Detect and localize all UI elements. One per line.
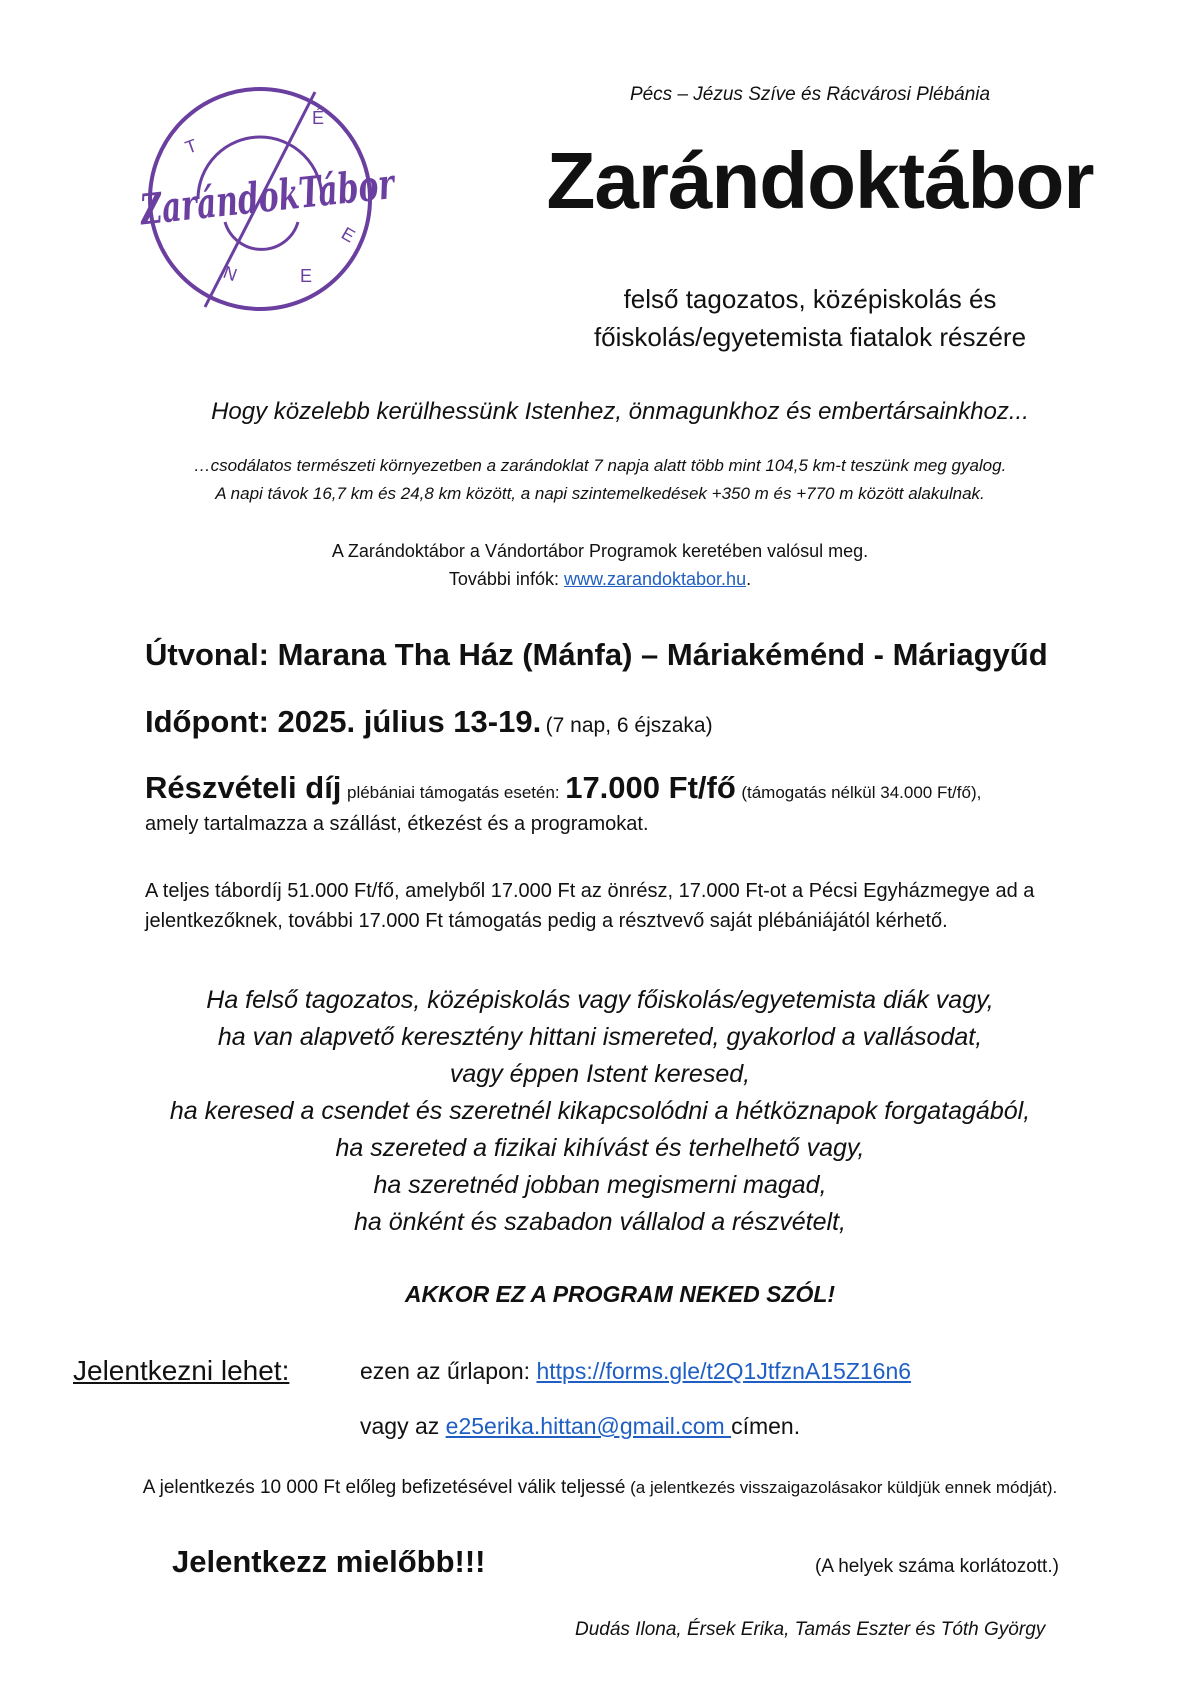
email-prefix: vagy az	[360, 1413, 446, 1439]
compass-logo-icon	[130, 72, 405, 327]
fee-amount: 17.000 Ft/fő	[565, 770, 736, 805]
fee-includes: amely tartalmazza a szállást, étkezést és a programokat.	[145, 813, 649, 835]
deposit-main: A jelentkezés 10 000 Ft előleg befizetésével válik teljessé	[142, 1477, 626, 1498]
poem-line: ha önként és szabadon vállalod a részvételt,	[354, 1208, 846, 1236]
hurry-heading: Jelentkezz mielőbb!!!	[172, 1544, 486, 1579]
poem-line: ha keresed a csendet és szeretnél kikapcsolódni a hétköznapok forgatagából,	[169, 1097, 1031, 1125]
invitation-poem	[0, 982, 1200, 1241]
zarandoktabor-logo	[130, 72, 405, 327]
nature-description	[0, 452, 1200, 508]
form-link[interactable]: https://forms.gle/t2Q1JtfznA15Z16n6	[536, 1358, 912, 1384]
callout: AKKOR EZ A PROGRAM NEKED SZÓL!	[404, 1281, 836, 1307]
parish-name: Pécs – Jézus Szíve és Rácvárosi Plébánia	[629, 84, 991, 105]
application-email-line	[360, 1413, 800, 1440]
poem-line: ha szereted a fizikai kihívást és terhelhető vagy,	[335, 1134, 865, 1162]
date-label: Időpont: 2025. július 13-19.	[145, 704, 542, 739]
date-note: (7 nap, 6 éjszaka)	[545, 714, 713, 737]
deposit-info	[0, 1477, 1200, 1499]
poem-line: ha van alapvető keresztény hittani ismereted, gyakorlod a vallásodat,	[217, 1023, 983, 1051]
route: Útvonal: Marana Tha Ház (Mánfa) – Máriakéménd - Máriagyűd	[145, 637, 1048, 672]
svg-text:E: E	[300, 266, 313, 286]
poem-line: ha szeretnéd jobban megismerni magad,	[373, 1171, 827, 1199]
signature: Dudás Ilona, Érsek Erika, Tamás Eszter és Tóth György	[575, 1619, 1046, 1640]
framework-text: A Zarándoktábor a Vándortábor Programok keretében valósul meg.	[331, 541, 869, 561]
fee-line	[145, 770, 1145, 811]
poem-line: Ha felső tagozatos, középiskolás vagy főiskolás/egyetemista diák vagy,	[206, 986, 994, 1014]
form-text: ezen az űrlapon:	[360, 1358, 537, 1384]
fee-full: (támogatás nélkül 34.000 Ft/fő),	[741, 783, 982, 802]
svg-text:N: N	[220, 261, 240, 286]
deposit-note: (a jelentkezés visszaigazolásakor küldjük ennek módját).	[625, 1478, 1058, 1497]
logo-compass-top-label: É	[312, 108, 325, 128]
total-line-1: A teljes tábordíj 51.000 Ft/fő, amelyből 17.000 Ft az önrész, 17.000 Ft-ot a Pécsi Egyházmegye ad a	[145, 880, 1035, 902]
framework-info	[0, 537, 1200, 593]
motto: Hogy közelebb kerülhessünk Istenhez, önmagunkhoz és embertársainkhoz...	[211, 398, 1029, 425]
subtitle-line-2: főiskolás/egyetemista fiatalok részére	[593, 322, 1027, 352]
limited-note: (A helyek száma korlátozott.)	[815, 1556, 1059, 1577]
subtitle	[520, 280, 1100, 356]
total-line-2: jelentkezőknek, további 17.000 Ft támogatás pedig a résztvevő saját plébániájától kérhető.	[145, 910, 948, 932]
page-title: Zarándoktábor	[546, 136, 1094, 225]
more-info-label: További infók:	[448, 569, 564, 589]
subtitle-line-1: felső tagozatos, középiskolás és	[623, 284, 997, 314]
nature-line-2: A napi távok 16,7 km és 24,8 km között, a napi szintemelkedések +350 m és +770 m között alakulnak.	[215, 484, 985, 503]
website-link[interactable]: www.zarandoktabor.hu	[563, 569, 747, 589]
svg-text:T: T	[182, 135, 200, 158]
poem-line: vagy éppen Istent keresed,	[449, 1060, 751, 1088]
svg-text:E: E	[338, 223, 359, 247]
fee-block	[145, 770, 1145, 837]
more-info-line	[0, 565, 1200, 593]
application-label: Jelentkezni lehet:	[73, 1355, 290, 1386]
application-form-line	[360, 1358, 911, 1385]
fee-condition: plébániai támogatás esetén:	[346, 783, 560, 802]
fee-label: Részvételi díj	[145, 770, 342, 805]
date-line	[145, 704, 1145, 740]
logo-wordmark: ZarándokTábor	[137, 148, 405, 235]
email-suffix: címen.	[731, 1413, 801, 1439]
email-link[interactable]: e25erika.hittan@gmail.com	[445, 1413, 732, 1439]
total-fee-info	[145, 876, 1145, 936]
nature-line-1: …csodálatos természeti környezetben a zarándoklat 7 napja alatt több mint 104,5 km-t teszünk meg gyalog.	[193, 456, 1007, 475]
more-info-end: .	[746, 569, 752, 589]
